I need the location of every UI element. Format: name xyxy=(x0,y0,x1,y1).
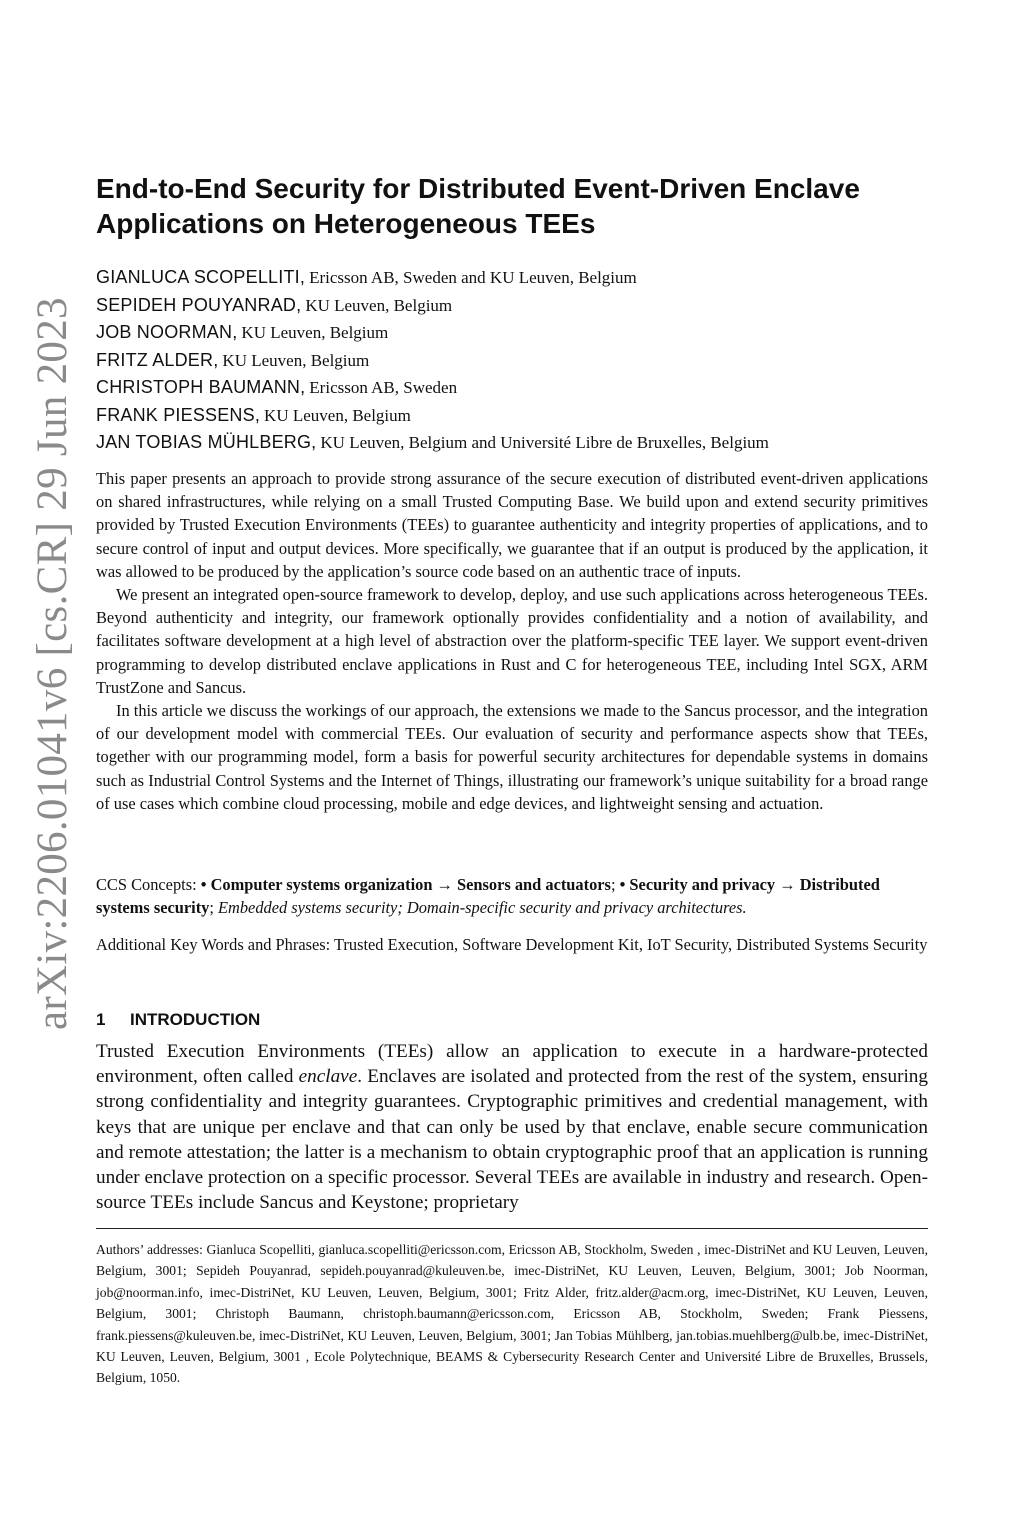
author-affiliation: KU Leuven, Belgium xyxy=(305,295,453,315)
ccs-label: CCS Concepts: xyxy=(96,875,201,894)
introduction-paragraph xyxy=(96,1039,928,1215)
ccs-separator: ; xyxy=(209,898,218,918)
paper-title: End-to-End Security for Distributed Event-Driven Enclave Applications on Heterogeneous TEEs xyxy=(96,173,860,239)
intro-emphasis: enclave xyxy=(298,1066,358,1088)
author-name: SEPIDEH POUYANRAD, xyxy=(96,294,302,315)
author-affiliation: KU Leuven, Belgium and Université Libre de Bruxelles, Belgium xyxy=(320,433,769,452)
author-list xyxy=(96,264,946,457)
ccs-concept-tertiary: Embedded systems security; Domain-specific security and privacy architectures. xyxy=(218,898,747,918)
arxiv-identifier-stamp: arXiv:2206.01041v6 [cs.CR] 29 Jun 2023 xyxy=(29,297,76,1030)
author-affiliation: KU Leuven, Belgium xyxy=(241,323,389,342)
author-entry xyxy=(96,374,946,402)
author-entry xyxy=(96,264,946,292)
intro-text: . Enclaves are isolated and protected from the rest of the system, ensuring strong confidentiality and integrity guarantees. Cryptographic primitives and credential management, with keys that are unique per enclave and that can only be used by that enclave, enable secure communication and remote attestation; the latter is a mechanism to obtain cryptographic proof that an application is running under enclave protection on a specific processor. Several TEEs are available in industry and research. Open-source TEEs include Sancus and Keystone; proprietary xyxy=(96,1066,928,1214)
abstract-paragraph: We present an integrated open-source framework to develop, deploy, and use such applications across heterogeneous TEEs. Beyond authenticity and integrity, our framework optionally provides confidentiality and a notion of availability, and facilitates software development at a high level of abstraction over the platform-specific TEE layer. We support event-driven programming to develop distributed enclave applications in Rust and C for heterogeneous TEE, including Intel SGX, ARM TrustZone and Sancus. xyxy=(96,585,928,697)
ccs-separator: ; xyxy=(610,875,620,894)
ccs-concepts xyxy=(96,873,936,919)
section-title: INTRODUCTION xyxy=(130,1010,261,1029)
author-entry xyxy=(96,319,946,347)
author-affiliation: Ericsson AB, Sweden and KU Leuven, Belgium xyxy=(309,268,637,287)
author-entry xyxy=(96,347,946,375)
ccs-concept-secondary: • Security and privacy → Distributed systems security xyxy=(96,875,880,918)
author-entry xyxy=(96,292,946,320)
author-name: FRANK PIESSENS, xyxy=(96,404,261,425)
authors-addresses-footnote: Authors’ addresses: Gianluca Scopelliti, gianluca.scopelliti@ericsson.com, Ericsson AB, Stockholm, Sweden , imec-DistriNet and KU Leuven, Leuven, Belgium, 3001; Sepideh Pouyanrad, sepideh.pouyanrad@kuleuven.be, imec-DistriNet, KU Leuven, Leuven, Belgium, 3001; Job Noorman, job@noorman.info, imec-DistriNet, KU Leuven, Leuven, Belgium, 3001; Fritz Alder, fritz.alder@acm.org, imec-DistriNet, KU Leuven, Leuven, Belgium, 3001; Christoph Baumann, christoph.baumann@ericsson.com, Ericsson AB, Stockholm, Sweden; Frank Piessens, frank.piessens@kuleuven.be, imec-DistriNet, KU Leuven, Leuven, Belgium, 3001; Jan Tobias Mühlberg, jan.tobias.muehlberg@ulb.be, imec-DistriNet, KU Leuven, Leuven, Belgium, 3001 , Ecole Polytechnique, BEAMS & Cybersecurity Research Center and Université Libre de Bruxelles, Brussels, Belgium, 1050. xyxy=(96,1242,928,1386)
footnote-divider xyxy=(96,1228,928,1229)
author-name: JOB NOORMAN, xyxy=(96,322,238,342)
author-affiliation: KU Leuven, Belgium xyxy=(222,350,370,370)
author-name: JAN TOBIAS MÜHLBERG, xyxy=(96,432,317,452)
keywords: Additional Key Words and Phrases: Trusted Execution, Software Development Kit, IoT Security, Distributed Systems Security xyxy=(96,935,928,954)
author-name: FRITZ ALDER, xyxy=(96,349,219,370)
author-name: GIANLUCA SCOPELLITI, xyxy=(96,267,306,287)
abstract-paragraph: This paper presents an approach to provide strong assurance of the secure execution of distributed event-driven applications on shared infrastructures, while relying on a small Trusted Computing Base. We build upon and extend security primitives provided by Trusted Execution Environments (TEEs) to guarantee authenticity and integrity properties of applications, and to secure control of input and output devices. More specifically, we guarantee that if an output is produced by the application, it was allowed to be produced by the application’s source code based on an authentic trace of inputs. xyxy=(96,469,928,581)
abstract-paragraph: In this article we discuss the workings of our approach, the extensions we made to the Sancus processor, and the integration of our development model with commercial TEEs. Our evaluation of security and performance aspects show that TEEs, together with our programming model, form a basis for powerful security architectures for dependable systems in domains such as Industrial Control Systems and the Internet of Things, illustrating our framework’s unique suitability for a broad range of use cases which combine cloud processing, mobile and edge devices, and lightweight sensing and actuation. xyxy=(96,701,928,813)
author-affiliation: KU Leuven, Belgium xyxy=(264,405,411,425)
author-entry xyxy=(96,402,946,430)
author-name: CHRISTOPH BAUMANN, xyxy=(96,377,306,397)
abstract xyxy=(96,467,928,815)
section-heading xyxy=(96,1008,260,1032)
ccs-concept-primary: • Computer systems organization → Sensors and actuators xyxy=(200,875,611,894)
author-entry xyxy=(96,429,946,457)
author-affiliation: Ericsson AB, Sweden xyxy=(309,378,458,397)
section-number: 1 xyxy=(96,1010,106,1029)
intro-text: Trusted Execution Environments (TEEs) allow an application to execute in a hardware-protected environment, often called xyxy=(96,1041,928,1088)
